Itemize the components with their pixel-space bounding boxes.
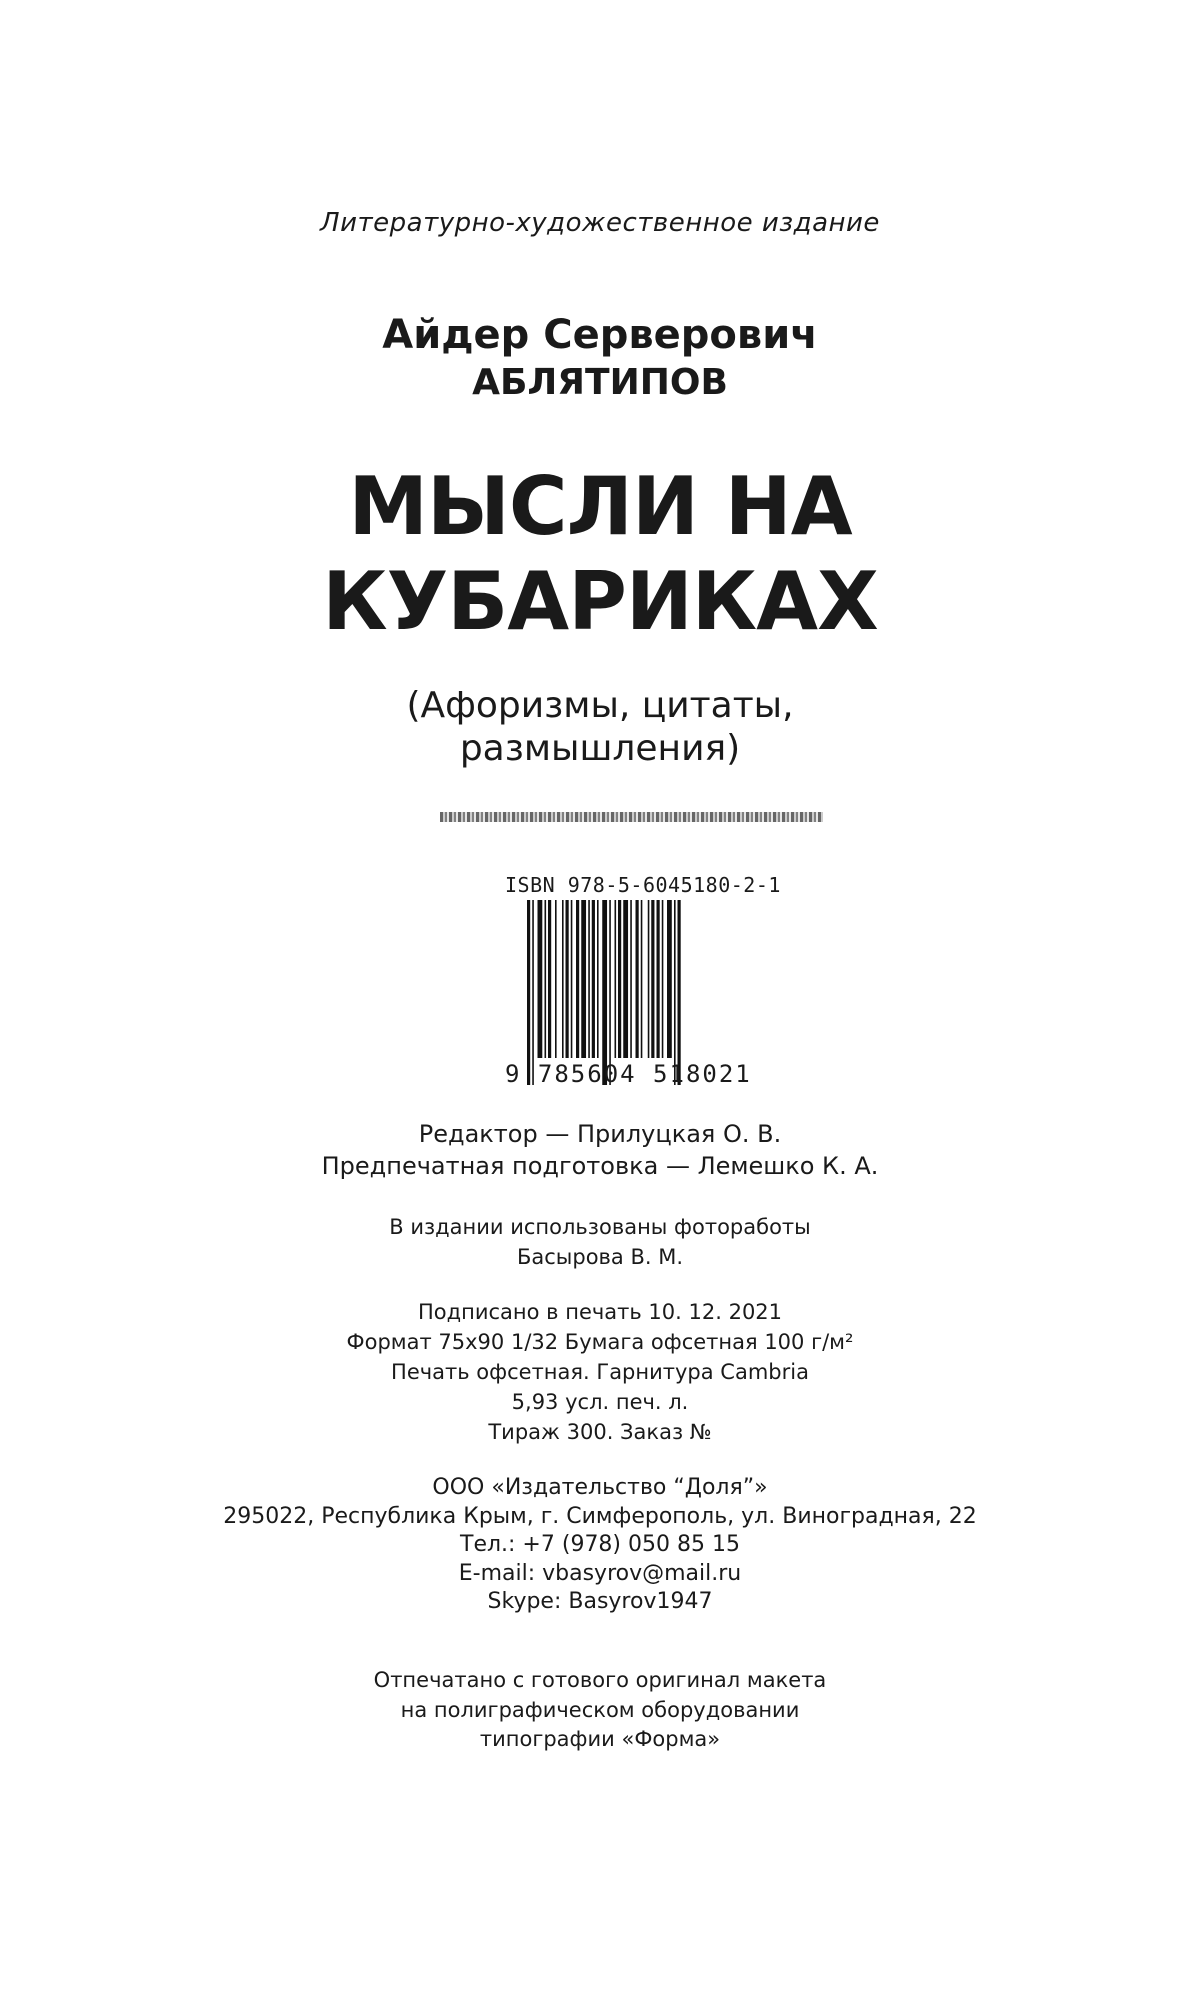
signed-date: Подписано в печать 10. 12. 2021 <box>417 1300 783 1324</box>
edition-type: Литературно-художественное издание <box>320 208 880 238</box>
author-name: Айдер Серверович <box>382 312 818 358</box>
photo-note-line-2: Басырова В. М. <box>516 1245 684 1269</box>
publisher-address: 295022, Республика Крым, г. Симферополь, ул. Виноградная, 22 <box>223 1504 977 1529</box>
print-run-order: Тираж 300. Заказ № <box>488 1420 712 1444</box>
printer-note-line-3: типографии «Форма» <box>479 1727 721 1751</box>
printed-sheets: 5,93 усл. печ. л. <box>511 1390 689 1414</box>
photo-note-line-1: В издании использованы фотоработы <box>389 1215 811 1239</box>
publisher-skype: Skype: Basyrov1947 <box>487 1589 713 1614</box>
printer-note-line-2: на полиграфическом оборудовании <box>400 1698 800 1722</box>
publisher-name: ООО «Издательство “Доля”» <box>432 1475 768 1500</box>
format-paper: Формат 75х90 1/32 Бумага офсетная 100 г/м² <box>346 1330 854 1354</box>
book-subtitle-line-1: (Афоризмы, цитаты, <box>406 685 794 726</box>
book-subtitle-line-2: размышления) <box>459 728 741 769</box>
barcode-image <box>525 900 755 1085</box>
editor-credit: Редактор — Прилуцкая О. В. <box>418 1120 782 1148</box>
book-title-line-1: МЫСЛИ НА <box>348 460 852 553</box>
book-title-line-2: КУБАРИКАХ <box>322 555 878 648</box>
prepress-credit: Предпечатная подготовка — Лемешко К. А. <box>321 1152 879 1180</box>
publisher-email: E-mail: vbasyrov@mail.ru <box>458 1561 742 1586</box>
publisher-phone: Тел.: +7 (978) 050 85 15 <box>460 1532 740 1557</box>
printer-note-line-1: Отпечатано с готового оригинал макета <box>373 1668 827 1692</box>
isbn-label: ISBN 978-5-6045180-2-1 <box>505 873 781 897</box>
decorative-divider <box>440 812 823 822</box>
barcode-digits: 9 785604 518021 <box>505 1060 752 1088</box>
author-surname: АБЛЯТИПОВ <box>472 362 728 403</box>
printing-typeface: Печать офсетная. Гарнитура Cambria <box>391 1360 809 1384</box>
